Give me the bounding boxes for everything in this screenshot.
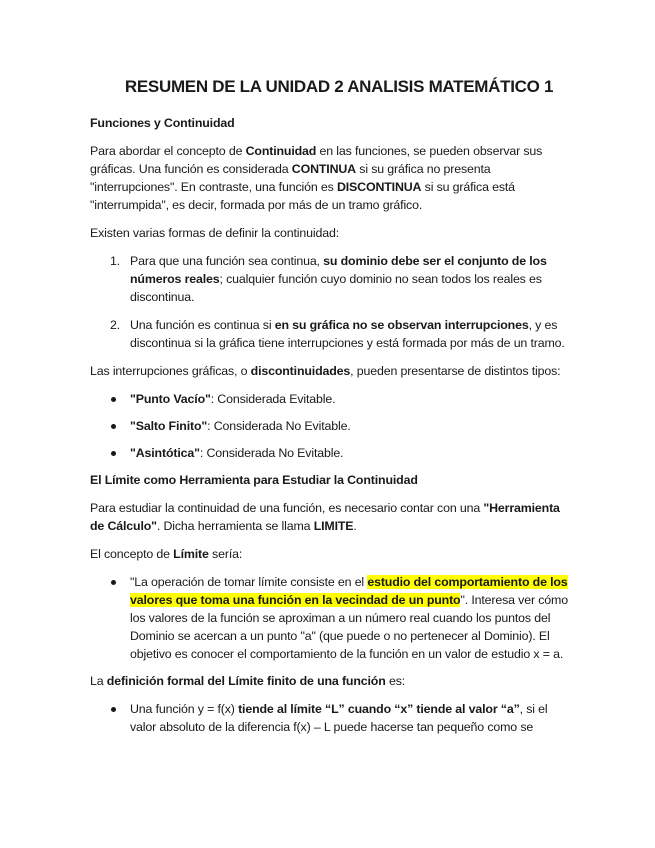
paragraph-definicion-formal: La definición formal del Límite finito de una función es: <box>90 674 406 688</box>
numbered-list-definiciones <box>90 252 568 352</box>
bullet-icon <box>111 451 116 456</box>
list-item: "Asintótica": Considerada No Evitable. <box>90 444 568 462</box>
paragraph-formas-definir: Existen varias formas de definir la continuidad: <box>90 226 340 240</box>
bullet-list-tipos-discontinuidad <box>90 390 568 462</box>
bullet-list-concepto <box>90 573 568 663</box>
bullet-icon <box>111 397 116 402</box>
list-item: "Salto Finito": Considerada No Evitable. <box>90 417 568 435</box>
paragraph-herramienta-calculo: Para estudiar la continuidad de una función, es necesario contar con una "Herramienta de Cálculo". Dicha herramienta se llama LIMITE. <box>90 501 560 533</box>
section-heading-funciones-continuidad: Funciones y Continuidad <box>90 116 235 130</box>
list-item: 2. Una función es continua si en su gráfica no se observan interrupciones, y es discontinua si la gráfica tiene interrupciones y está formada por más de un tramo. <box>110 318 565 350</box>
list-item: "La operación de tomar límite consiste en el estudio del comportamiento de los valores que toma una función en la vecindad de un punto". Interesa ver cómo los valores de la función se aproximan a un número real cuando los puntos del Dominio se acercan a un punto "a" (que puede o no pertenecer al Dominio). El objetivo es conocer el comportamiento de la función en un valor de estudio x = a. <box>90 573 568 663</box>
bullet-icon <box>111 424 116 429</box>
bullet-list-definicion <box>90 700 568 736</box>
list-item: 1. Para que una función sea continua, su dominio debe ser el conjunto de los números reales; cualquier función cuyo dominio no sean todos los reales es discontinua. <box>110 254 547 304</box>
list-item: "Punto Vacío": Considerada Evitable. <box>90 390 568 408</box>
paragraph-discontinuidades: Las interrupciones gráficas, o discontinuidades, pueden presentarse de distintos tipos: <box>90 364 561 378</box>
paragraph-concepto-limite: El concepto de Límite sería: <box>90 547 243 561</box>
bullet-icon <box>111 707 116 712</box>
list-item: Una función y = f(x) tiende al límite “L” cuando “x” tiende al valor “a”, si el valor absoluto de la diferencia f(x) – L puede hacerse tan pequeño como se <box>90 700 568 736</box>
document-title: RESUMEN DE LA UNIDAD 2 ANALISIS MATEMÁTICO 1 <box>124 77 554 96</box>
document-page <box>90 76 568 745</box>
paragraph-continuidad-intro: Para abordar el concepto de Continuidad en las funciones, se pueden observar sus gráficas. Una función es considerada CONTINUA si su gráfica no presenta "interrupciones". En contraste, una función es DISCONTINUA si su gráfica está "interrumpida", es decir, formada por más de un tramo gráfico. <box>90 144 543 212</box>
section-heading-limite-herramienta: El Límite como Herramienta para Estudiar la Continuidad <box>90 473 418 487</box>
bullet-icon <box>111 580 116 585</box>
highlighted-text: estudio del comportamiento de los valores que toma una función en la vecindad de un punto <box>130 575 568 607</box>
